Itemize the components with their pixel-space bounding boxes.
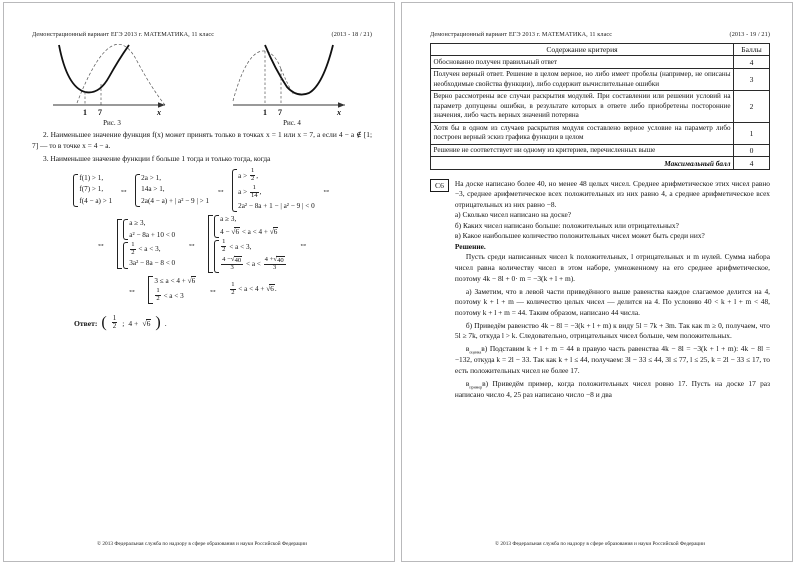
- radical-40-a: √ 40: [230, 255, 242, 264]
- footer-right: © 2013 Федеральная служба по надзору в сфере образования и науки Российской Федерации: [495, 541, 705, 547]
- system-2-row-3: 2a(4 − a) + | a² − 9 | > 1: [141, 197, 210, 206]
- fraction-40-left: 4 − √ 40 3: [222, 255, 242, 272]
- set-1-group-a: [123, 219, 175, 240]
- final-inequality: $\frac{1}{2}$ < a < 4 + √ 6 .: [231, 280, 277, 296]
- set-2-b-row-2: 4 − √ 40 3 < a < 4 + √ 40 3: [222, 255, 284, 272]
- fraction-half-a: $\frac{1}{2}$: [250, 166, 255, 182]
- svg-text:7: 7: [98, 108, 102, 117]
- set-1-a-row-2: a² − 8a + 10 < 0: [129, 230, 176, 239]
- system-1-row-2: f(7) > 1,: [79, 185, 104, 194]
- page-left: [3, 2, 395, 562]
- criterion-score: 0: [734, 144, 770, 157]
- task-code-badge: С6: [430, 179, 449, 192]
- set-3-row-2: $\frac{1}{2}$ < a < 3: [156, 287, 184, 302]
- answer-close-paren: ): [155, 314, 161, 332]
- equiv-icon-2: ⇔: [216, 185, 226, 196]
- page-right: [401, 2, 793, 562]
- answer-period: .: [164, 318, 167, 328]
- equiv-icon-3: ⇔: [321, 185, 331, 196]
- example-subscript: пример: [469, 384, 483, 390]
- criterion-desc: Верно рассмотрены все случаи раскрытия модулей. При составлении или решении условий на параметр допущены ошибки, в результате которых в ответе либо приобретены посторонние значения, либо часть верных значений потеряна: [431, 91, 734, 122]
- system-3-row-3: 2a² − 8a + 1 − | a² − 9 | < 0: [238, 202, 315, 211]
- set-3-row-1: 3 ≤ a < 4 + √ 6: [154, 275, 196, 285]
- equiv-icon-7: ⇔: [127, 284, 137, 295]
- running-head-title: Демонстрационный вариант ЕГЭ 2013 г. МАТЕМАТИКА, 11 класс: [32, 31, 215, 38]
- solution-intro: Пусть среди написанных чисел k положительных, l отрицательных и m нулей. Сумма набора чисел равна количеству чисел в этом наборе, умноженному на его среднее арифметическое, поэтому 4k − 8l + 0· m = −3(k + l + m).: [454, 252, 770, 283]
- task-question-v: в) Какое наибольшее количество положительных чисел может быть среди них?: [454, 231, 705, 241]
- system-1: [73, 174, 112, 207]
- task-question-b: б) Каких чисел написано больше: положительных или отрицательных?: [454, 220, 679, 230]
- answer-separator: ;: [122, 318, 125, 328]
- answer-label: Ответ:: [74, 318, 98, 328]
- answer-line: [74, 313, 372, 332]
- fraction-half-c: $\frac{1}{2}$: [222, 237, 226, 253]
- criterion-desc: Решение не соответствует ни одному из критериев, перечисленных выше: [431, 144, 734, 157]
- set-1: [117, 219, 175, 269]
- solution-label: Решение.: [454, 241, 486, 251]
- running-head-right: [430, 31, 770, 38]
- set-2: [208, 215, 287, 273]
- solution-part-v-example-text: в) Приведём пример, когда положительных чисел ровно 17. Пусть на доске 17 раз написано число 4, 25 раз написано число −8 и два: [454, 378, 770, 400]
- header-score: Баллы: [734, 44, 770, 56]
- running-head-title-right: Демонстрационный вариант ЕГЭ 2013 г. МАТЕМАТИКА, 11 класс: [430, 31, 613, 38]
- set-1-a-row-1: a ≥ 3,: [129, 219, 146, 227]
- criterion-score: 1: [734, 122, 770, 144]
- math-derivation: [32, 166, 372, 304]
- table-row: [431, 91, 770, 122]
- running-head-left: [32, 31, 372, 38]
- solution-part-v-estimate: [455, 344, 770, 376]
- equiv-icon-5: ⇔: [187, 239, 197, 250]
- figure-4-graph: [217, 43, 367, 118]
- set-2-b-row-1: $\frac{1}{2}$ < a < 3,: [222, 237, 252, 253]
- task-content: [455, 179, 770, 401]
- fraction-half-d: $\frac{1}{2}$: [156, 287, 160, 302]
- table-max-row: [431, 157, 770, 169]
- solution-part-v-example: [455, 379, 770, 401]
- fraction-40-right: 4 + √ 40 3: [264, 255, 284, 272]
- math-line-3: [32, 276, 372, 304]
- set-1-b-row-1: $\frac{1}{2}$ < a < 3,: [131, 240, 161, 256]
- radical-6-answer: √ 6: [142, 318, 151, 328]
- answer-right-endpoint: 4 +: [128, 318, 139, 328]
- svg-text:x: x: [157, 108, 161, 117]
- system-3: [232, 166, 315, 213]
- criterion-desc: Хотя бы в одном из случаев раскрытия модуля составлено верное условие на параметр либо построен верный эскиз графика функции в целом: [431, 122, 734, 144]
- system-2-row-2: 14a > 1,: [141, 185, 165, 194]
- header-criterion: Содержание критерия: [431, 44, 734, 56]
- figure-4-caption: Рис. 4: [283, 119, 301, 127]
- footer-left: © 2013 Федеральная служба по надзору в сфере образования и науки Российской Федерации: [97, 541, 307, 547]
- set-2-a-row-2: 4 − √ 6 < a < 4 + √ 6: [220, 226, 278, 236]
- svg-text:1: 1: [83, 108, 87, 117]
- radical-6-c: √ 6: [187, 275, 196, 285]
- svg-text:7: 7: [278, 108, 282, 117]
- criterion-score: 3: [734, 69, 770, 91]
- task-statement: На доске написано более 40, но менее 48 целых чисел. Среднее арифметическое этих чисел равно −3, среднее арифметическое всех положительных из них равно 4, а среднее арифметическое всех отрицательных из них равно −8.: [454, 178, 770, 209]
- criterion-score: 4: [734, 56, 770, 69]
- figure-4: [212, 43, 372, 127]
- table-row: [431, 122, 770, 144]
- radical-6-d: √ 6: [266, 284, 274, 294]
- set-2-group-a: [214, 215, 287, 237]
- fraction-half-answer: $\frac{1}{2}$: [112, 313, 117, 331]
- set-2-group-b: [214, 237, 287, 273]
- paragraph-3: 3. Наименьшее значение функции f больше 1 тогда и только тогда, когда: [43, 154, 271, 164]
- table-row: [431, 144, 770, 157]
- set-3: [148, 276, 196, 304]
- figure-row: [32, 43, 372, 127]
- criterion-desc: Получен верный ответ. Решение в целом верное, но либо имеет пробелы (например, не описаны необходимые свойства функции), либо содержит вычислительные ошибки: [431, 69, 734, 91]
- system-1-row-1: f(1) > 1,: [79, 173, 104, 182]
- solution-part-v-estimate-text: в) Подставим k + l + m = 44 в правую часть равенства 4k − 8l = −3(k + l + m): 4k − 8l = −132, откуда k = 2l − 33. Так как k + l ≤ 44, получаем: 3l − 33 ≤ 44, 3l ≤ 77, l ≤ 25, k = 2l − 33 ≤ 17, то есть положительных чисел не более 17.: [454, 344, 770, 375]
- figure-3: [32, 43, 192, 127]
- equiv-icon-1: ⇔: [119, 185, 129, 196]
- task-c6: [430, 179, 770, 401]
- running-head-page-marker-right: (2013 - 19 / 21): [729, 31, 770, 38]
- criterion-desc: Обоснованно получен правильный ответ: [431, 56, 734, 69]
- table-row: [431, 56, 770, 69]
- running-head-page-marker: (2013 - 18 / 21): [331, 31, 372, 38]
- equiv-icon-8: ⇔: [208, 284, 218, 295]
- svg-text:1: 1: [263, 108, 267, 117]
- equiv-icon-6: ⇔: [298, 239, 308, 250]
- math-line-2: [32, 215, 372, 273]
- fraction-half-b: $\frac{1}{2}$: [131, 240, 135, 256]
- max-score-label: Максимальный балл: [431, 157, 734, 169]
- solution-part-b: б) Приведём равенство 4k − 8l = −3(k + l + m) к виду 5l = 7k + 3m. Так как m ≥ 0, получаем, что 5l ≥ 7k, откуда l > k. Следовательно, отрицательных чисел больше, чем положительных.: [454, 320, 770, 341]
- system-3-row-1: a > $\frac{1}{2}$ ,: [238, 166, 259, 182]
- math-line-1: [32, 166, 372, 213]
- system-2-row-1: 2a > 1,: [141, 173, 161, 182]
- equiv-icon-4: ⇔: [96, 239, 106, 250]
- set-2-a-row-1: a ≥ 3,: [220, 215, 237, 224]
- criteria-table: [430, 43, 770, 170]
- radical-40-b: √ 40: [273, 255, 284, 264]
- fraction-half-e: $\frac{1}{2}$: [231, 280, 235, 296]
- system-2: [135, 174, 209, 207]
- radical-6-b: √ 6: [269, 226, 278, 236]
- figure-3-caption: Рис. 3: [103, 119, 121, 127]
- system-1-row-3: f(4 − a) > 1: [79, 197, 113, 206]
- figure-3-graph: [37, 43, 187, 118]
- set-1-b-row-2: 3a² − 8a − 8 < 0: [129, 259, 176, 268]
- estimate-subscript: оценка: [469, 349, 482, 355]
- svg-text:x: x: [337, 108, 341, 117]
- table-row: [431, 69, 770, 91]
- table-header-row: [431, 44, 770, 56]
- system-3-row-2: a > $\frac{1}{14}$ ,: [238, 183, 262, 199]
- fraction-one-fourteenth: $\frac{1}{14}$: [250, 183, 258, 199]
- max-score-value: 4: [734, 157, 770, 169]
- paragraph-2: 2. Наименьшее значение функция f(x) может принять только в точках x = 1 или x = 7, а если 4 − a ∉ [1; 7] — то в точке x = 4 − a.: [32, 130, 372, 150]
- set-1-group-b: [123, 242, 175, 269]
- task-question-a: а) Сколько чисел написано на доске?: [454, 210, 572, 220]
- example-subscript-marker: $в_{пример}$: [465, 378, 483, 390]
- criterion-score: 2: [734, 91, 770, 122]
- answer-open-paren: (: [101, 314, 107, 332]
- estimate-subscript-marker: $в_{оценка}$: [465, 344, 482, 355]
- radical-6-a: √ 6: [231, 226, 240, 236]
- solution-part-a: а) Заметим, что в левой части приведённого выше равенства каждое слагаемое делится на 4, поэтому k + l + m — количество целых чисел — делится на 4. По условию 40 < k + l + m < 48, поэтому k + l + m = 44. Таким образом, написано 44 числа.: [454, 286, 770, 317]
